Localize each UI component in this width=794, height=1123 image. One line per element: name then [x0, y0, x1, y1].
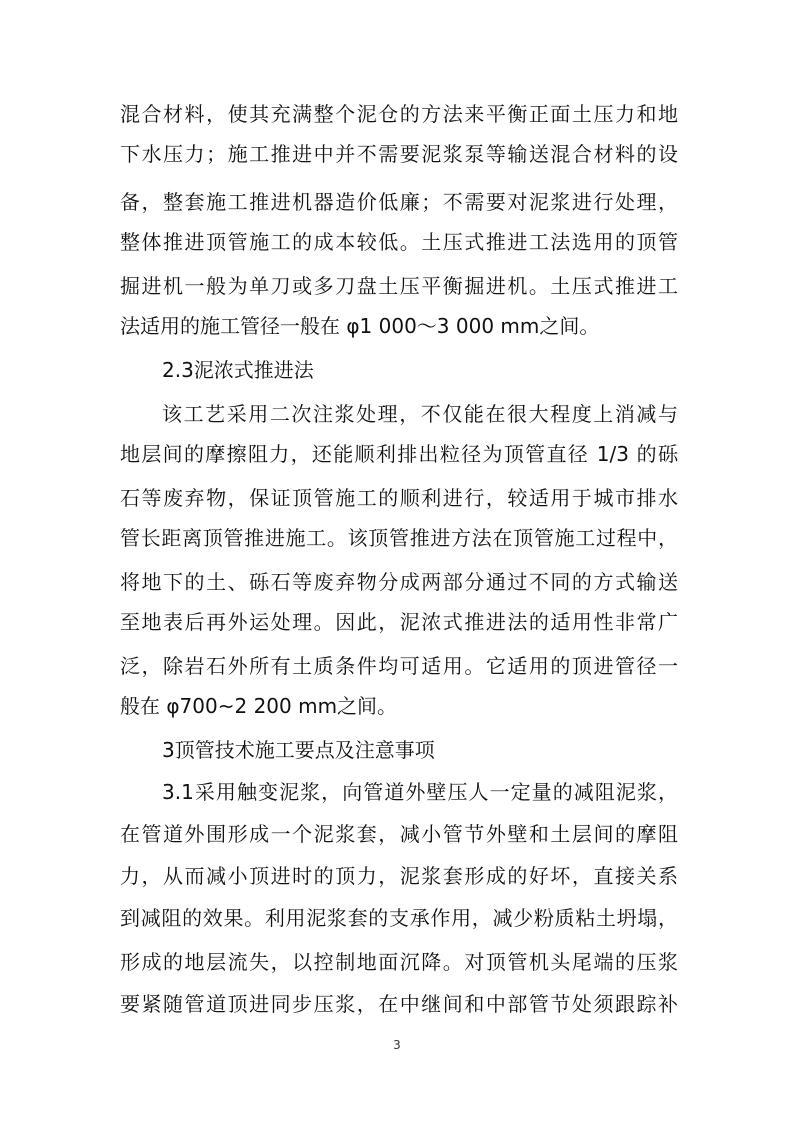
text-line: 该工艺采用二次注浆处理，不仅能在很大程度上消减与 — [162, 402, 678, 426]
text-line: 法适用的施工管径一般在 φ1 000～3 000 mm之间。 — [120, 314, 600, 338]
text-line: 到减阻的效果。利用泥浆套的支承作用，减少粉质粘土坍塌， — [120, 906, 678, 930]
page-number: 3 — [393, 1038, 401, 1052]
section-heading: 2.3泥浓式推进法 — [162, 358, 314, 382]
text-line: 在管道外围形成一个泥浆套，减小管节外壁和土层间的摩阻 — [120, 822, 678, 846]
text-line: 掘进机一般为单刀或多刀盘土压平衡掘进机。土压式推进工 — [120, 274, 678, 298]
text-line: 要紧随管道顶进同步压浆，在中继间和中部管节处须跟踪补 — [120, 992, 678, 1016]
text-line: 石等废弃物，保证顶管施工的顺利进行，较适用于城市排水 — [120, 486, 678, 510]
text-line: 将地下的土、砾石等废弃物分成两部分通过不同的方式输送 — [120, 570, 678, 594]
text-line: 地层间的摩擦阻力，还能顺利排出粒径为顶管直径 1/3 的砾 — [120, 442, 678, 466]
section-heading: 3顶管技术施工要点及注意事项 — [162, 738, 435, 762]
text-line: 至地表后再外运处理。因此，泥浓式推进法的适用性非常广 — [120, 610, 678, 634]
text-line: 整体推进顶管施工的成本较低。土压式推进工法选用的顶管 — [120, 230, 678, 254]
text-line: 形成的地层流失，以控制地面沉降。对顶管机头尾端的压浆 — [120, 950, 678, 974]
text-line: 下水压力；施工推进中并不需要泥浆泵等输送混合材料的设 — [120, 142, 678, 166]
text-line: 力，从而减小顶进时的顶力，泥浆套形成的好坏，直接关系 — [120, 864, 678, 888]
text-line: 混合材料，使其充满整个泥仓的方法来平衡正面土压力和地 — [120, 102, 678, 126]
text-line: 般在 φ700~2 200 mm之间。 — [120, 694, 398, 718]
text-line: 泛，除岩石外所有土质条件均可适用。它适用的顶进管径一 — [120, 654, 678, 678]
text-line: 3.1采用触变泥浆，向管道外壁压人一定量的减阻泥浆， — [162, 780, 678, 804]
text-line: 备，整套施工推进机器造价低廉；不需要对泥浆进行处理， — [120, 190, 678, 214]
text-line: 管长距离顶管推进施工。该顶管推进方法在顶管施工过程中， — [120, 526, 678, 550]
